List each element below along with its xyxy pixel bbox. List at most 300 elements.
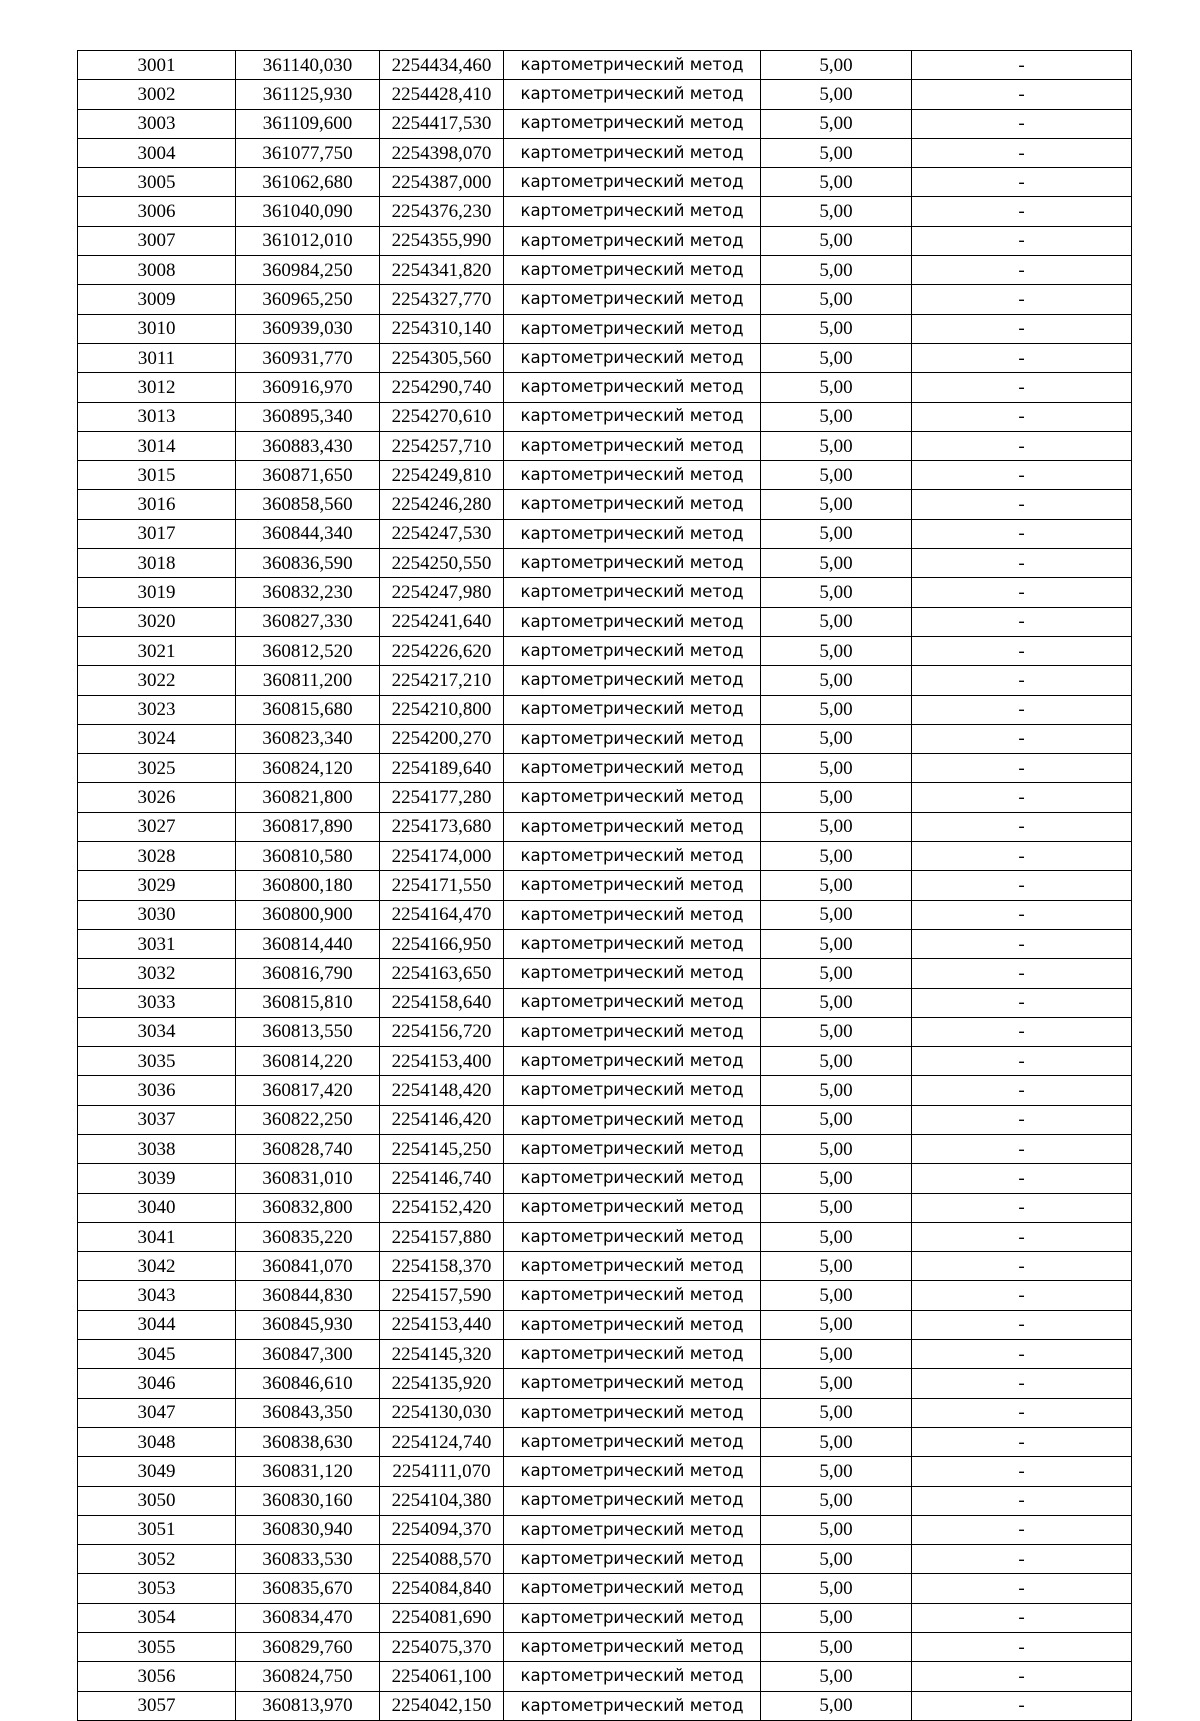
table-row — [78, 1134, 1132, 1163]
method-cell: картометрический метод — [504, 1076, 761, 1105]
method-cell: картометрический метод — [504, 812, 761, 841]
y-coordinate-cell: 2254157,880 — [380, 1222, 504, 1251]
y-coordinate-cell: 2254226,620 — [380, 636, 504, 665]
description-cell: - — [912, 226, 1132, 255]
point-number-cell: 3040 — [78, 1193, 236, 1222]
method-cell: картометрический метод — [504, 138, 761, 167]
method-cell: картометрический метод — [504, 959, 761, 988]
table-row — [78, 1662, 1132, 1691]
point-number-cell: 3017 — [78, 519, 236, 548]
x-coordinate-cell: 360814,440 — [236, 929, 380, 958]
y-coordinate-cell: 2254157,590 — [380, 1281, 504, 1310]
y-coordinate-cell: 2254084,840 — [380, 1574, 504, 1603]
x-coordinate-cell: 360931,770 — [236, 343, 380, 372]
point-number-cell: 3045 — [78, 1340, 236, 1369]
accuracy-cell: 5,00 — [761, 1252, 912, 1281]
point-number-cell: 3037 — [78, 1105, 236, 1134]
y-coordinate-cell: 2254075,370 — [380, 1633, 504, 1662]
y-coordinate-cell: 2254177,280 — [380, 783, 504, 812]
table-row — [78, 929, 1132, 958]
table-row — [78, 256, 1132, 285]
y-coordinate-cell: 2254249,810 — [380, 461, 504, 490]
x-coordinate-cell: 360836,590 — [236, 549, 380, 578]
accuracy-cell: 5,00 — [761, 431, 912, 460]
x-coordinate-cell: 360824,120 — [236, 754, 380, 783]
accuracy-cell: 5,00 — [761, 1633, 912, 1662]
method-cell: картометрический метод — [504, 1281, 761, 1310]
point-number-cell: 3051 — [78, 1515, 236, 1544]
description-cell: - — [912, 373, 1132, 402]
description-cell: - — [912, 1222, 1132, 1251]
y-coordinate-cell: 2254111,070 — [380, 1457, 504, 1486]
description-cell: - — [912, 109, 1132, 138]
accuracy-cell: 5,00 — [761, 812, 912, 841]
point-number-cell: 3024 — [78, 724, 236, 753]
description-cell: - — [912, 343, 1132, 372]
table-row — [78, 754, 1132, 783]
method-cell: картометрический метод — [504, 1457, 761, 1486]
x-coordinate-cell: 360846,610 — [236, 1369, 380, 1398]
y-coordinate-cell: 2254130,030 — [380, 1398, 504, 1427]
accuracy-cell: 5,00 — [761, 1369, 912, 1398]
y-coordinate-cell: 2254146,420 — [380, 1105, 504, 1134]
accuracy-cell: 5,00 — [761, 1545, 912, 1574]
method-cell: картометрический метод — [504, 988, 761, 1017]
accuracy-cell: 5,00 — [761, 1603, 912, 1632]
method-cell: картометрический метод — [504, 1427, 761, 1456]
accuracy-cell: 5,00 — [761, 109, 912, 138]
point-number-cell: 3055 — [78, 1633, 236, 1662]
x-coordinate-cell: 360883,430 — [236, 431, 380, 460]
point-number-cell: 3036 — [78, 1076, 236, 1105]
x-coordinate-cell: 360984,250 — [236, 256, 380, 285]
point-number-cell: 3019 — [78, 578, 236, 607]
description-cell: - — [912, 1105, 1132, 1134]
method-cell: картометрический метод — [504, 578, 761, 607]
x-coordinate-cell: 360832,230 — [236, 578, 380, 607]
description-cell: - — [912, 900, 1132, 929]
method-cell: картометрический метод — [504, 1310, 761, 1339]
method-cell: картометрический метод — [504, 929, 761, 958]
accuracy-cell: 5,00 — [761, 402, 912, 431]
table-row — [78, 1340, 1132, 1369]
y-coordinate-cell: 2254434,460 — [380, 51, 504, 80]
accuracy-cell: 5,00 — [761, 519, 912, 548]
table-row — [78, 1017, 1132, 1046]
x-coordinate-cell: 360833,530 — [236, 1545, 380, 1574]
point-number-cell: 3020 — [78, 607, 236, 636]
y-coordinate-cell: 2254081,690 — [380, 1603, 504, 1632]
y-coordinate-cell: 2254061,100 — [380, 1662, 504, 1691]
method-cell: картометрический метод — [504, 1574, 761, 1603]
table-row — [78, 607, 1132, 636]
x-coordinate-cell: 360828,740 — [236, 1134, 380, 1163]
point-number-cell: 3032 — [78, 959, 236, 988]
table-row — [78, 549, 1132, 578]
x-coordinate-cell: 360841,070 — [236, 1252, 380, 1281]
accuracy-cell: 5,00 — [761, 636, 912, 665]
method-cell: картометрический метод — [504, 1691, 761, 1720]
table-row — [78, 51, 1132, 80]
method-cell: картометрический метод — [504, 666, 761, 695]
point-number-cell: 3003 — [78, 109, 236, 138]
table-row — [78, 1457, 1132, 1486]
x-coordinate-cell: 360813,550 — [236, 1017, 380, 1046]
method-cell: картометрический метод — [504, 1047, 761, 1076]
method-cell: картометрический метод — [504, 1603, 761, 1632]
method-cell: картометрический метод — [504, 314, 761, 343]
description-cell: - — [912, 1076, 1132, 1105]
method-cell: картометрический метод — [504, 1252, 761, 1281]
point-number-cell: 3015 — [78, 461, 236, 490]
description-cell: - — [912, 549, 1132, 578]
table-row — [78, 783, 1132, 812]
method-cell: картометрический метод — [504, 285, 761, 314]
description-cell: - — [912, 812, 1132, 841]
table-row — [78, 197, 1132, 226]
method-cell: картометрический метод — [504, 402, 761, 431]
point-number-cell: 3008 — [78, 256, 236, 285]
accuracy-cell: 5,00 — [761, 256, 912, 285]
accuracy-cell: 5,00 — [761, 1134, 912, 1163]
point-number-cell: 3021 — [78, 636, 236, 665]
x-coordinate-cell: 360827,330 — [236, 607, 380, 636]
point-number-cell: 3054 — [78, 1603, 236, 1632]
table-row — [78, 285, 1132, 314]
method-cell: картометрический метод — [504, 754, 761, 783]
table-row — [78, 724, 1132, 753]
description-cell: - — [912, 1486, 1132, 1515]
table-row — [78, 1310, 1132, 1339]
accuracy-cell: 5,00 — [761, 695, 912, 724]
accuracy-cell: 5,00 — [761, 343, 912, 372]
point-number-cell: 3011 — [78, 343, 236, 372]
table-row — [78, 812, 1132, 841]
accuracy-cell: 5,00 — [761, 1574, 912, 1603]
y-coordinate-cell: 2254210,800 — [380, 695, 504, 724]
method-cell: картометрический метод — [504, 1340, 761, 1369]
description-cell: - — [912, 1164, 1132, 1193]
method-cell: картометрический метод — [504, 1017, 761, 1046]
x-coordinate-cell: 360800,900 — [236, 900, 380, 929]
x-coordinate-cell: 360871,650 — [236, 461, 380, 490]
accuracy-cell: 5,00 — [761, 1164, 912, 1193]
x-coordinate-cell: 360895,340 — [236, 402, 380, 431]
accuracy-cell: 5,00 — [761, 197, 912, 226]
description-cell: - — [912, 578, 1132, 607]
accuracy-cell: 5,00 — [761, 1193, 912, 1222]
description-cell: - — [912, 1662, 1132, 1691]
table-row — [78, 871, 1132, 900]
y-coordinate-cell: 2254088,570 — [380, 1545, 504, 1574]
point-number-cell: 3023 — [78, 695, 236, 724]
accuracy-cell: 5,00 — [761, 1457, 912, 1486]
y-coordinate-cell: 2254146,740 — [380, 1164, 504, 1193]
description-cell: - — [912, 490, 1132, 519]
table-row — [78, 431, 1132, 460]
accuracy-cell: 5,00 — [761, 959, 912, 988]
x-coordinate-cell: 360800,180 — [236, 871, 380, 900]
point-number-cell: 3049 — [78, 1457, 236, 1486]
x-coordinate-cell: 360834,470 — [236, 1603, 380, 1632]
description-cell: - — [912, 1574, 1132, 1603]
x-coordinate-cell: 360830,940 — [236, 1515, 380, 1544]
x-coordinate-cell: 360831,010 — [236, 1164, 380, 1193]
x-coordinate-cell: 360844,340 — [236, 519, 380, 548]
description-cell: - — [912, 519, 1132, 548]
method-cell: картометрический метод — [504, 1222, 761, 1251]
accuracy-cell: 5,00 — [761, 900, 912, 929]
x-coordinate-cell: 361140,030 — [236, 51, 380, 80]
point-number-cell: 3016 — [78, 490, 236, 519]
method-cell: картометрический метод — [504, 1193, 761, 1222]
description-cell: - — [912, 754, 1132, 783]
y-coordinate-cell: 2254217,210 — [380, 666, 504, 695]
y-coordinate-cell: 2254341,820 — [380, 256, 504, 285]
accuracy-cell: 5,00 — [761, 373, 912, 402]
point-number-cell: 3005 — [78, 168, 236, 197]
method-cell: картометрический метод — [504, 343, 761, 372]
table-row — [78, 1691, 1132, 1720]
table-row — [78, 1633, 1132, 1662]
y-coordinate-cell: 2254153,400 — [380, 1047, 504, 1076]
description-cell: - — [912, 1398, 1132, 1427]
x-coordinate-cell: 360816,790 — [236, 959, 380, 988]
y-coordinate-cell: 2254145,320 — [380, 1340, 504, 1369]
x-coordinate-cell: 361125,930 — [236, 80, 380, 109]
accuracy-cell: 5,00 — [761, 1427, 912, 1456]
method-cell: картометрический метод — [504, 256, 761, 285]
description-cell: - — [912, 314, 1132, 343]
x-coordinate-cell: 360822,250 — [236, 1105, 380, 1134]
method-cell: картометрический метод — [504, 636, 761, 665]
x-coordinate-cell: 361040,090 — [236, 197, 380, 226]
y-coordinate-cell: 2254257,710 — [380, 431, 504, 460]
y-coordinate-cell: 2254145,250 — [380, 1134, 504, 1163]
x-coordinate-cell: 360844,830 — [236, 1281, 380, 1310]
point-number-cell: 3027 — [78, 812, 236, 841]
accuracy-cell: 5,00 — [761, 1105, 912, 1134]
table-row — [78, 226, 1132, 255]
table-body — [78, 51, 1132, 1721]
point-number-cell: 3029 — [78, 871, 236, 900]
table-row — [78, 1222, 1132, 1251]
point-number-cell: 3009 — [78, 285, 236, 314]
accuracy-cell: 5,00 — [761, 168, 912, 197]
table-row — [78, 988, 1132, 1017]
method-cell: картометрический метод — [504, 1633, 761, 1662]
accuracy-cell: 5,00 — [761, 1515, 912, 1544]
accuracy-cell: 5,00 — [761, 1017, 912, 1046]
accuracy-cell: 5,00 — [761, 1076, 912, 1105]
table-row — [78, 168, 1132, 197]
x-coordinate-cell: 360847,300 — [236, 1340, 380, 1369]
x-coordinate-cell: 360815,810 — [236, 988, 380, 1017]
y-coordinate-cell: 2254174,000 — [380, 842, 504, 871]
accuracy-cell: 5,00 — [761, 1222, 912, 1251]
y-coordinate-cell: 2254376,230 — [380, 197, 504, 226]
y-coordinate-cell: 2254250,550 — [380, 549, 504, 578]
description-cell: - — [912, 197, 1132, 226]
description-cell: - — [912, 1193, 1132, 1222]
table-row — [78, 1574, 1132, 1603]
method-cell: картометрический метод — [504, 607, 761, 636]
x-coordinate-cell: 360835,220 — [236, 1222, 380, 1251]
method-cell: картометрический метод — [504, 431, 761, 460]
y-coordinate-cell: 2254241,640 — [380, 607, 504, 636]
table-row — [78, 842, 1132, 871]
point-number-cell: 3050 — [78, 1486, 236, 1515]
point-number-cell: 3048 — [78, 1427, 236, 1456]
point-number-cell: 3038 — [78, 1134, 236, 1163]
y-coordinate-cell: 2254042,150 — [380, 1691, 504, 1720]
table-row — [78, 900, 1132, 929]
accuracy-cell: 5,00 — [761, 1691, 912, 1720]
point-number-cell: 3042 — [78, 1252, 236, 1281]
table-row — [78, 490, 1132, 519]
table-row — [78, 80, 1132, 109]
table-row — [78, 1105, 1132, 1134]
table-row — [78, 1603, 1132, 1632]
accuracy-cell: 5,00 — [761, 666, 912, 695]
y-coordinate-cell: 2254171,550 — [380, 871, 504, 900]
description-cell: - — [912, 285, 1132, 314]
accuracy-cell: 5,00 — [761, 871, 912, 900]
description-cell: - — [912, 1134, 1132, 1163]
description-cell: - — [912, 636, 1132, 665]
x-coordinate-cell: 360824,750 — [236, 1662, 380, 1691]
accuracy-cell: 5,00 — [761, 1281, 912, 1310]
method-cell: картометрический метод — [504, 197, 761, 226]
y-coordinate-cell: 2254247,530 — [380, 519, 504, 548]
x-coordinate-cell: 360821,800 — [236, 783, 380, 812]
accuracy-cell: 5,00 — [761, 1047, 912, 1076]
point-number-cell: 3052 — [78, 1545, 236, 1574]
x-coordinate-cell: 360830,160 — [236, 1486, 380, 1515]
description-cell: - — [912, 959, 1132, 988]
point-number-cell: 3006 — [78, 197, 236, 226]
x-coordinate-cell: 360832,800 — [236, 1193, 380, 1222]
y-coordinate-cell: 2254153,440 — [380, 1310, 504, 1339]
x-coordinate-cell: 360939,030 — [236, 314, 380, 343]
accuracy-cell: 5,00 — [761, 1310, 912, 1339]
x-coordinate-cell: 360916,970 — [236, 373, 380, 402]
table-row — [78, 1369, 1132, 1398]
x-coordinate-cell: 360812,520 — [236, 636, 380, 665]
accuracy-cell: 5,00 — [761, 1398, 912, 1427]
point-number-cell: 3030 — [78, 900, 236, 929]
description-cell: - — [912, 1603, 1132, 1632]
description-cell: - — [912, 1427, 1132, 1456]
accuracy-cell: 5,00 — [761, 226, 912, 255]
x-coordinate-cell: 360823,340 — [236, 724, 380, 753]
y-coordinate-cell: 2254158,640 — [380, 988, 504, 1017]
table-row — [78, 1164, 1132, 1193]
table-row — [78, 695, 1132, 724]
y-coordinate-cell: 2254290,740 — [380, 373, 504, 402]
table-row — [78, 1545, 1132, 1574]
method-cell: картометрический метод — [504, 461, 761, 490]
method-cell: картометрический метод — [504, 1486, 761, 1515]
y-coordinate-cell: 2254246,280 — [380, 490, 504, 519]
table-row — [78, 109, 1132, 138]
x-coordinate-cell: 360838,630 — [236, 1427, 380, 1456]
method-cell: картометрический метод — [504, 549, 761, 578]
description-cell: - — [912, 842, 1132, 871]
accuracy-cell: 5,00 — [761, 929, 912, 958]
description-cell: - — [912, 138, 1132, 167]
table-row — [78, 1193, 1132, 1222]
y-coordinate-cell: 2254200,270 — [380, 724, 504, 753]
method-cell: картометрический метод — [504, 871, 761, 900]
y-coordinate-cell: 2254166,950 — [380, 929, 504, 958]
accuracy-cell: 5,00 — [761, 754, 912, 783]
accuracy-cell: 5,00 — [761, 1340, 912, 1369]
method-cell: картометрический метод — [504, 168, 761, 197]
x-coordinate-cell: 360858,560 — [236, 490, 380, 519]
point-number-cell: 3044 — [78, 1310, 236, 1339]
method-cell: картометрический метод — [504, 1515, 761, 1544]
x-coordinate-cell: 360817,420 — [236, 1076, 380, 1105]
x-coordinate-cell: 360817,890 — [236, 812, 380, 841]
table-row — [78, 1076, 1132, 1105]
table-row — [78, 1047, 1132, 1076]
x-coordinate-cell: 360843,350 — [236, 1398, 380, 1427]
y-coordinate-cell: 2254428,410 — [380, 80, 504, 109]
point-number-cell: 3031 — [78, 929, 236, 958]
y-coordinate-cell: 2254310,140 — [380, 314, 504, 343]
x-coordinate-cell: 360829,760 — [236, 1633, 380, 1662]
description-cell: - — [912, 80, 1132, 109]
y-coordinate-cell: 2254398,070 — [380, 138, 504, 167]
description-cell: - — [912, 402, 1132, 431]
y-coordinate-cell: 2254094,370 — [380, 1515, 504, 1544]
method-cell: картометрический метод — [504, 1398, 761, 1427]
coordinates-table — [77, 50, 1132, 1721]
point-number-cell: 3047 — [78, 1398, 236, 1427]
description-cell: - — [912, 431, 1132, 460]
accuracy-cell: 5,00 — [761, 1662, 912, 1691]
y-coordinate-cell: 2254417,530 — [380, 109, 504, 138]
description-cell: - — [912, 783, 1132, 812]
y-coordinate-cell: 2254135,920 — [380, 1369, 504, 1398]
method-cell: картометрический метод — [504, 226, 761, 255]
description-cell: - — [912, 1017, 1132, 1046]
table-row — [78, 1398, 1132, 1427]
x-coordinate-cell: 360814,220 — [236, 1047, 380, 1076]
accuracy-cell: 5,00 — [761, 607, 912, 636]
method-cell: картометрический метод — [504, 1369, 761, 1398]
method-cell: картометрический метод — [504, 80, 761, 109]
table-row — [78, 1515, 1132, 1544]
accuracy-cell: 5,00 — [761, 842, 912, 871]
y-coordinate-cell: 2254152,420 — [380, 1193, 504, 1222]
point-number-cell: 3025 — [78, 754, 236, 783]
y-coordinate-cell: 2254387,000 — [380, 168, 504, 197]
x-coordinate-cell: 360835,670 — [236, 1574, 380, 1603]
x-coordinate-cell: 360965,250 — [236, 285, 380, 314]
point-number-cell: 3004 — [78, 138, 236, 167]
point-number-cell: 3053 — [78, 1574, 236, 1603]
y-coordinate-cell: 2254327,770 — [380, 285, 504, 314]
y-coordinate-cell: 2254189,640 — [380, 754, 504, 783]
x-coordinate-cell: 360810,580 — [236, 842, 380, 871]
table-row — [78, 636, 1132, 665]
description-cell: - — [912, 1047, 1132, 1076]
y-coordinate-cell: 2254164,470 — [380, 900, 504, 929]
description-cell: - — [912, 1545, 1132, 1574]
description-cell: - — [912, 724, 1132, 753]
